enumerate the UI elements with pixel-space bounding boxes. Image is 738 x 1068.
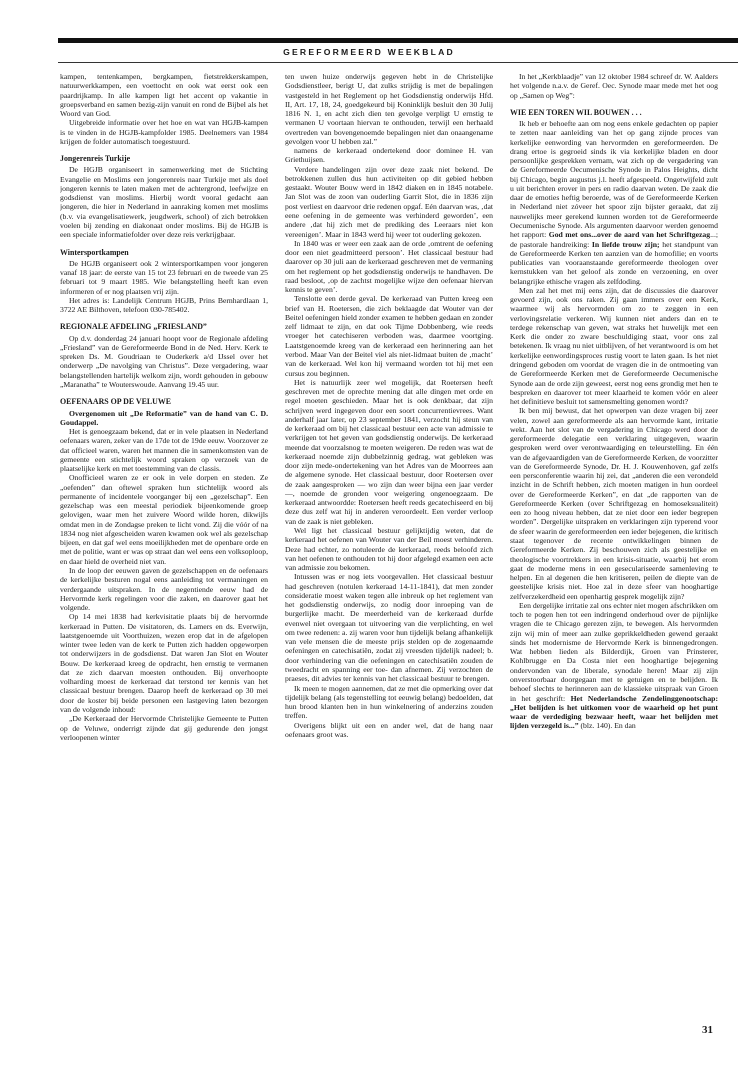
paragraph: Op d.v. donderdag 24 januari hoopt voor de Regionale afdeling „Friesland” van de Gereformeerde Bond in de Ned. Herv. Kerk te spreken Ds. M. Goudriaan te Ouderkerk a/d IJssel over het onderwerp „De navolging van Christus”. Deze vergadering, waar belangstellenden hartelijk welkom zijn, wordt gehouden in gebouw „Maranatha” te Wouterswoude. Aanvang 19.45 uur.: [60, 333, 268, 389]
text-run: (blz. 140). En dan: [580, 721, 636, 731]
text-run: het standpunt van de Gereformeerde Kerken ten aanzien van de homofilie; en voorts publicaties van vooraanstaande gereformeerde theologen over kernstukken van het geloof als zonde en verzoening, en over belangrijke ethische vragen als zelfdoding.: [510, 239, 718, 286]
header-rule: [58, 62, 738, 63]
paragraph: namens de kerkeraad ondertekend door dominee H. van Griethuijsen.: [285, 146, 493, 165]
paragraph: Tenslotte een derde geval. De kerkeraad van Putten kreeg een brief van H. Roetersen, die zich beklaagde dat Wouter van der Beitel oefeningen hield zonder examen te hebben gedaan en zonder zelf lidmaat te zijn, en dat ook Tijme Dobbenberg, wie reeds vroeger het catechiseren verboden was, daarmee voortging. Laatstgenoemde kreeg van de kerkeraad een herinnering aan het verbod. Maar Van der Beitel viel als niet-lidmaat buiten de ‚macht’ van de kerkeraad. Wel kon hij vermaand worden tot hij met een cursus zou beginnen.: [285, 294, 493, 378]
section-heading: WIE EEN TOREN WIL BOUWEN . . .: [510, 107, 642, 117]
paragraph: In 1840 was er weer een zaak aan de orde ‚omtrent de oefening door een niet geadmitteerd persoon’. Het classicaal bestuur had daarover op 30 juli aan de kerkeraad geschreven met de vermaning om het reglement op het godsdienstig onderwijs te handhaven. De raad besloot, ‚op de zachtst mogelijke wijze den oefenaar hiervan kennis te geven’.: [285, 238, 493, 295]
text-run: Ik heb er behoefte aan om nog eens enkele gedachten op papier te zetten naar aanleiding van het op gang zijnde proces van kerkelijke eenwording van hervormden en gereformeerden. De drang ertoe is gegroeid sinds ik via kerkelijke bladen en door persoonlijke gesprekken vernam, wat zich op de vergadering van de Gereformeerde Oecumenische Synode in Palos Heights, dicht bij Chicago, begin augustus j.l. heeft afgespeeld. Ongetwijfeld zult u uit berichten erover in pers en radio daarvan weten. De zaak die daar de emoties heftig beroerde, was of de Gereformeerde Kerken in Nederland niet zóveer het spoor zijn bijster geraakt, dat zij nauwelijks meer gerekend kunnen worden tot de Gereformeerde Oecumenische Synode. Als argumenten daarvoor werden genoemd het rapport:: [510, 119, 718, 240]
paragraph: Verdere handelingen zijn over deze zaak niet bekend. De betrokkenen zullen dus hun activiteiten op dit gebied hebben gestaakt. Wouter Bouw werd in 1842 diaken en in 1845 notabele. Jan Slot was de zoon van ouderling Garrit Slot, die in 1836 zijn post verliest en daarvoor drie redenen opgaf. Eén daarvan was, ‚dat eene oefening in de gemeente was verhinderd geworden’, een andere ‚dat hij zich met de prediking des Leeraars niet kon vereenigen’. Maar in 1843 werd hij weer tot ouderling gekozen.: [285, 164, 493, 239]
paragraph: [510, 119, 718, 286]
bold-title: In liefde trouw zijn;: [591, 239, 660, 249]
paragraph: „De Kerkeraad der Hervormde Christelijke Gemeente te Putten op de Veluwe, onderrigt zijnde dat gij gedurende den jongst verloopenen winter: [60, 714, 268, 742]
section-heading: OEFENAARS OP DE VELUWE: [60, 397, 171, 407]
paragraph: ten uwen huize onderwijs gegeven hebt in de Christelijke Godsdienstleer, berigt U, dat zulks strijdig is met de bepalingen vastgesteld in het Reglement op het Godsdienstig onderwijs Hfd. II, Art. 17, 18, 24, goedgekeurd bij Koninklijk besluit den 30 Julij 1816 N. 1, en acht zich dien ten gevolge verpligt U ernstig te vermanen U voortaan hiervan te onthouden, terwijl een herhaald overtreden van bovengenoemde bepalingen niet dan onaangename gevolgen voor U hebben zal.”: [285, 72, 493, 146]
text-run: ...; de pastorale handreiking:: [510, 230, 718, 249]
text-run: Een dergelijke irritatie zal ons echter niet mogen afschrikken om toch te pogen hen tot een indringend onderhoud over de pijnlijke vragen die te Chicago gerezen zijn, te bewegen. Als hervormden zijn wij min of meer aan zulke geprikkeldheden gewend geraakt sinds het modernisme de Hervormde Kerk is binnengedrongen. Wat hebben lieden als Bilderdijk, Groen van Prinsterer, Kohlbrugge en Da Costa niet een hooghartige bejegening ondervonden van de liberale, synodale heren! Maar zij zijn onverstoorbaar doorgegaan met te getuigen en te belijden. Ik behoef slechts te herinneren aan de klassieke uitspraak van Groen in het geschrift:: [510, 600, 718, 703]
section-heading: Jongerenreis Turkije: [60, 154, 131, 164]
paragraph: De HGJB organiseert in samenwerking met de Stichting Evangelie en Moslims een jongerenreis naar Turkije met als doel jongeren kennis te laten maken met de achtergrond, leefwijze en godsdienst van moslims. Hierbij wordt vooral gedacht aan jongeren, die hier in Nederland in aanraking komen met moslims (b.v. via evangelisatiewerk, jeugdwerk, school) of zich betrokken voelen bij zending en diakonaat onder moslims. Bij de HGJB is een speciale informatiefolder over deze reis verkrijgbaar.: [60, 165, 268, 240]
paragraph: De HGJB organiseert ook 2 wintersportkampen voor jongeren vanaf 18 jaar: de eerste van 15 tot 23 februari en de tweede van 25 februari tot 9 maart 1985. Wie belangstelling heeft kan even informeren of er nog plaatsen vrij zijn.: [60, 258, 268, 296]
paragraph: Overigens blijkt uit een en ander wel, dat de hang naar oefenaars groot was.: [285, 720, 493, 739]
column-1: [60, 72, 268, 1052]
bold-title: God met ons...over de aard van het Schriftgezag: [548, 230, 711, 240]
column-2: [285, 72, 493, 1052]
paragraph: Intussen was er nog iets voorgevallen. Het classicaal bestuur had geschreven (notulen kerkeraad 14-11-1841), dat men zonder consideratie moest waken tegen alle inbreuk op het reglement van het godsdienstig onderwijs, zo nodig door inroeping van de burgerlijke macht. De meerderheid van de kerkeraad durfde evenwel niet overgaan tot uitvoering van die verplichting, en wel om twee redenen: a. zij waren voor hun tijdelijk belang afhankelijk van vele mensen die de meeste prijs stelden op de zogenaamde oefeningen en catechisatiën, zodat zij vreesden tijdelijk nadeel; b. door verhindering van die oefeningen en catechisatiën zouden de tweedracht en spanning eer toe- dan afnemen. Zij verzochten de praeses, dit advies ter kennis van het classicaal bestuur te brengen.: [285, 572, 493, 684]
paragraph: Het adres is: Landelijk Centrum HGJB, Prins Bernhardlaan 1, 3722 AE Bilthoven, telefoon 030-785402.: [60, 295, 268, 315]
article-subtitle: Overgenomen uit „De Reformatie” van de hand van C. D. Goudappel.: [60, 408, 268, 427]
paragraph: Onofficieel waren ze er ook in vele dorpen en steden. Ze „oefenden” dan oftewel spraken hun stichtelijk woord als permanente of incidentele voorganger bij een „gezelschap”. Een gezelschap was een meestal periodiek bijeenkomende groep gelovigen, waar men het zuivere Woord wilde horen, dikwijls omdat men in de Zondagse preken te licht vond. Zij die vóór of na 1834 nog niet afgescheiden waren kwamen ook wel als gezelschap bijeen, en dat gaf wel eens moeilijkheden met de openbare orde en met de politie, want er was op straat dan wel eens een volksoploop, en daar hield de overheid niet van.: [60, 473, 268, 566]
paragraph: [510, 601, 718, 731]
paragraph: Op 14 mei 1838 had kerkvisitatie plaats bij de hervormde kerkeraad in Putten. De visitatoren, ds. Lamers en ds. Everwijn, laatstgenoemde uit Voorthuizen, wezen erop dat in de afgelopen winter twee leden van de kerk te Putten zich hadden opgeworpen tot onderwijzers in de godsdienst. Dat waren Jan Slot en Wouter Bouw. De kerkeraad kreeg de opdracht, hen ernstig te vermanen dat ze zich daarvan moesten onthouden. Bij onverhoopte volharding moest de kerkeraad dat terstond ter kennis van het classicaal bestuur brengen. Daarop heeft de kerkeraad op 30 mei door de koster bij beide personen een lastgeving laten bezorgen van de volgende inhoud:: [60, 612, 268, 714]
paragraph: Men zal het met mij eens zijn, dat de discussies die daarover gevoerd zijn, ook ons raken. Zij gaan immers over een Kerk, waarmee wij als hervormden om zo te zeggen in een verlovingsrelatie verkeren. Wij kunnen niet anders dan en te terdege rekenschap van geven, wat straks het huwelijk met een Kerk die onder zo zware beschuldiging staat, voor ons zal betekenen. Ik vraag nu niet uitblijven, of het verantwoord is om het kerkelijke eenwordingsproces rustig voort te laten gaan. Is het niet dringend geboden om voordat de vragen die in de ontmoeting van de Gereformeerde Kerken met de Gereformeerde Oecumenische Synode aan de orde zijn geweest, eerst nog eens grondig met hen te bespreken en daarover tot meer klaarheid te komen vóór en aleer het definitieve besluit tot samensmelting genomen wordt?: [510, 285, 718, 407]
paragraph: Ik meen te mogen aannemen, dat ze met die opmerking over dat tijdelijk belang (als tegenstelling tot eeuwig belang) bedoelden, dat hun brood klanten hen in hun winkelnering of anderzins zouden treffen.: [285, 683, 493, 721]
paragraph: Uitgebreide informatie over het hoe en wat van HGJB-kampen is te vinden in de HGJB-kampfolder 1985. Deelnemers van 1984 krijgen de folder automatisch toegestuurd.: [60, 118, 268, 146]
column-3: [510, 72, 718, 1052]
page-number: 31: [702, 1024, 713, 1036]
section-heading: REGIONALE AFDELING „FRIESLAND”: [60, 322, 207, 332]
paragraph: Wel ligt het classicaal bestuur gelijktijdig weten, dat de kerkeraad het oefenen van Wouter van der Beil moest verhinderen. Deze had echter, zo notuleerde de kerkeraad, reeds beloofd zich van het oefenen te onthouden tot hij door afgelegd examen een acte van admissie zou bekomen.: [285, 526, 493, 573]
paragraph: In het „Kerkblaadje” van 12 oktober 1984 schreef dr. W. Aalders het volgende n.a.v. de Geref. Oec. Synode maar mede met het oog op „Samen op Weg”:: [510, 72, 718, 100]
paragraph: Het is genoegzaam bekend, dat er in vele plaatsen in Nederland oefenaars waren, zeker van de 17de tot de 19de eeuw. Voorzover ze dat officieel waren, waren het mannen die in samenkomsten van de gemeente een stichtelijk woord spraken op verzoek van de plaatselijke kerk en met toestemming van de classis.: [60, 427, 268, 474]
top-rule: [58, 38, 738, 43]
paragraph: Ik ben mij bewust, dat het opwerpen van deze vragen bij zeer velen, zowel aan gereformeerde als aan hervormde kant, irritatie wekt. Aan het slot van de vergadering in Chicago werd door de gereformeerde delegatie een verklaring uitgegeven, waarin gesproken werd over verontwaardiging en teleurstelling. En één van de afgevaardigden van de Gereformeerde Kerken, de voorzitter van de Gereformeerde Synode, Dr. H. J. Kouwenhoven, gaf zelfs een persconferentie waarin hij zei, dat „anderen die een verondeld inzicht in de Schrift hebben, zich moeten matigen in hun oordeel over de Gereformeerde Kerken”, en dat „de rapporten van de Gereformeerde Kerken (over Schriftgezag en homoseksualiteit) een zo hoog niveau hebben, dat ze niet door een ieder begrepen worden”. Dergelijke uitspraken en verklaringen zijn typerend voor de sfeer waarin de gereformeerden een ieder bejegenen, die kritisch staat tegenover de recente ontwikkelingen binnen de Gereformeerde Kerken. Zij beschouwen zich als geestelijke en theologische voortrekkers in een krisis-situatie, waarbij het erom gaat de moderne mens in een geseculariseerde samenleving te helpen. En al degenen die hen kritiseren, peilen de diepte van de geestelijke krisis niet. Hoe zal in deze sfeer van hooghartige zelfverzekerdheid een openhartig gesprek mogelijk zijn?: [510, 406, 718, 601]
paragraph: In de loop der eeuwen gaven de gezelschappen en de oefenaars de kerkelijke besturen nogal eens aanleiding tot vermaningen en verdergaande uitspraken. In de negentiende eeuw had de Hervormde kerk regelingen voor die zaken, en daarover gaat het volgende.: [60, 566, 268, 613]
section-heading: Wintersportkampen: [60, 247, 129, 257]
running-head: GEREFORMEERD WEEKBLAD: [283, 47, 455, 57]
bold-quote: Het Nederlandsche Zendelinggenootschap: „Het belijden is het uitkomen voor de waarheid op het punt waar de verdediging bezwaar heeft, waar het belijden met lijden verzegeld is...”: [510, 693, 718, 731]
paragraph: Het is natuurlijk zeer wel mogelijk, dat Roetersen heeft geschreven met de oprechte mening dat alle dingen met orde en regel moeten geschieden. Maar het is ook denkbaar, dat zijn schrijven werd ingegeven door een soort concurrentievrees. Want anderhalf jaar later, op 23 september 1841, verzocht hij steun van de kerkeraad om bij het classicaal bestuur een acte van admissie te verkrijgen tot het geven van godsdienstig onderwijs. De kerkeraad meende dat voorzalsnog te moeten weigeren. De reden was wat de kerkeraad noemde zijn dubbelzinnig gedrag, wat gebleken was door zijn mede-ondertekening van het Adres van de Moorrees aan de algemene synode. Het classicaal bestuur, door Roetersen over de zaak aangesproken — wo zijn dan weer bijna een jaar verder —, noemde de gronden voor weigering ongenoegzaam. De kerkeraad antwoordde: Roetersen heeft reeds gecatechiseerd en bij deze dus zelf wat hij in anderen veroordeelt. Een verder verloop van de zaak is niet gebleken.: [285, 377, 493, 526]
paragraph: kampen, tentenkampen, bergkampen, fietstrekkerskampen, natuurwerkkampen, een voettocht en ook wat eerst ook een paardrijkamp. In alle kampen ligt het accent op vakantie in groepsverband en samen bezig-zijn vanuit en rond de Bijbel als het Woord van God.: [60, 72, 268, 119]
